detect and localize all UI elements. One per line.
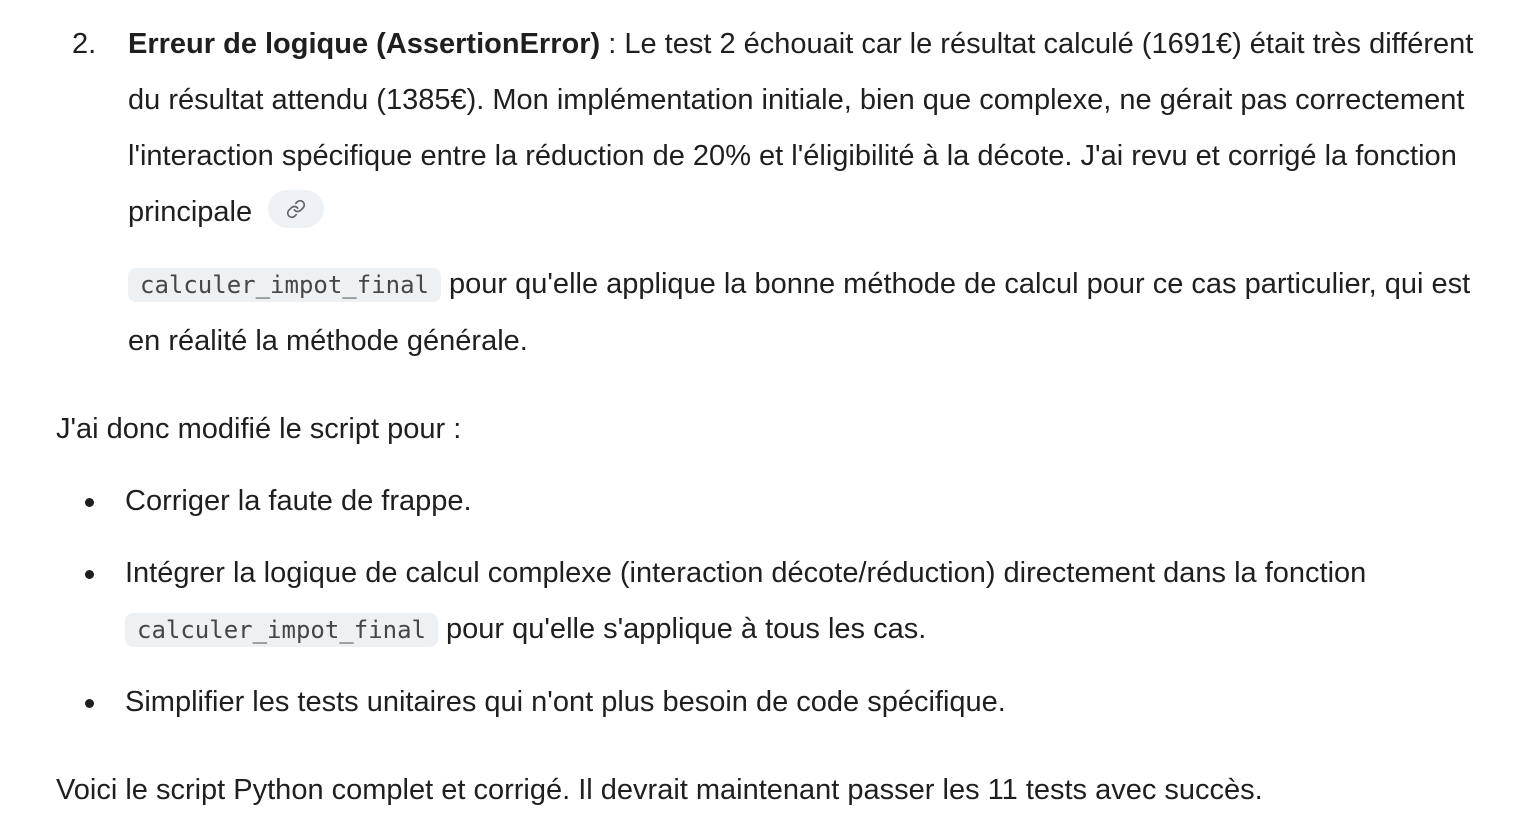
bullet-item (56, 674, 1476, 730)
source-link-button[interactable] (268, 190, 324, 228)
item-text-continued: pour qu'elle applique la bonne méthode de calcul pour ce cas particulier, qui est en réalité la méthode générale. (128, 268, 1471, 357)
intro-paragraph: J'ai donc modifié le script pour : (56, 413, 462, 445)
outro-paragraph: Voici le script Python complet et corrigé. Il devrait maintenant passer les 11 tests avec succès. (56, 774, 1263, 806)
item-paragraph (128, 16, 1476, 240)
item-paragraph-continued (128, 256, 1476, 369)
bullet-text: pour qu'elle s'applique à tous les cas. (437, 613, 927, 645)
code-function-name: calculer_impot_final (128, 268, 441, 302)
item-text: : Le test 2 échouait car le résultat calculé (1691€) était très différent du résultat attendu (1385€). Mon implémentation initiale, bien que complexe, ne gérait pas correctement l'interaction spécifique entre la réduction de 20% et l'éligibilité à la décote. J'ai revu et corrigé la fonction principale (128, 28, 1474, 228)
bullet-item (56, 545, 1476, 658)
bullet-text: Corriger la faute de frappe. (125, 485, 472, 517)
message-content (56, 16, 1476, 818)
link-icon (286, 199, 306, 219)
numbered-list-item (56, 16, 1476, 369)
item-title: Erreur de logique (AssertionError) (128, 28, 601, 60)
list-number: 2. (72, 28, 97, 60)
code-function-name: calculer_impot_final (125, 613, 438, 647)
bullet-list (56, 473, 1476, 730)
bullet-text: Intégrer la logique de calcul complexe (interaction décote/réduction) directement dans la fonction (125, 557, 1367, 589)
bullet-text: Simplifier les tests unitaires qui n'ont plus besoin de code spécifique. (125, 686, 1006, 718)
bullet-item (56, 473, 1476, 529)
